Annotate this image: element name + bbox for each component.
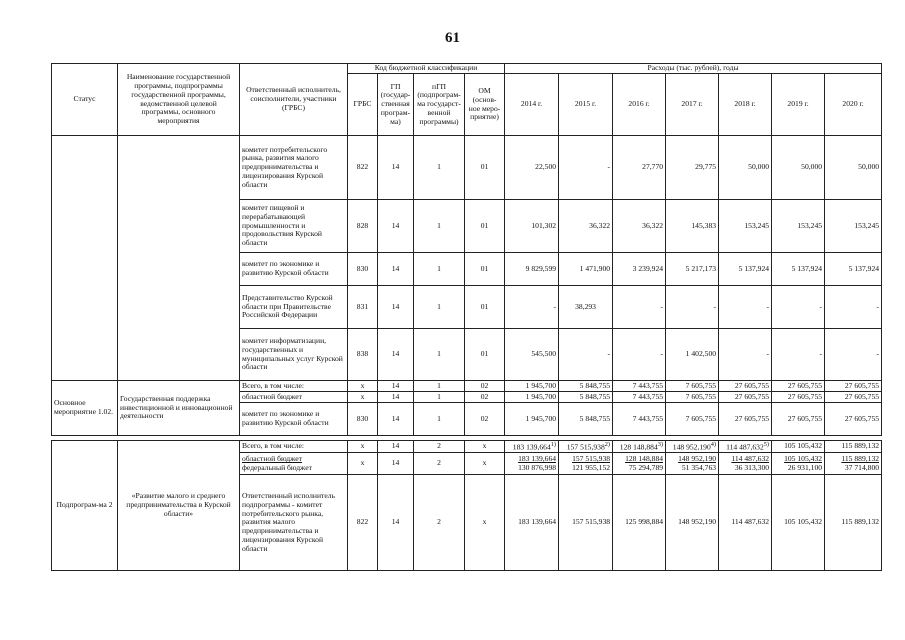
footnote-mark: 3) bbox=[657, 441, 664, 448]
code-cell: 1 bbox=[414, 286, 465, 329]
code-cell: 14 bbox=[378, 253, 414, 286]
code-cell: x bbox=[465, 453, 505, 475]
value-cell: 114 487,632$^{5)}$ bbox=[719, 441, 772, 453]
value-cell: 1 945,700 bbox=[505, 403, 559, 436]
value-cell: 5 848,755 bbox=[559, 381, 613, 392]
value-cell: 153,245 bbox=[825, 200, 882, 253]
header-status: Статус bbox=[52, 64, 118, 136]
value-cell: 7 443,755 bbox=[613, 381, 666, 392]
page-number: 61 bbox=[445, 30, 460, 46]
value-cell: 7 605,755 bbox=[666, 381, 719, 392]
value-cell: - bbox=[825, 329, 882, 381]
value-cell: 50,000 bbox=[772, 136, 825, 200]
value-cell: 145,383 bbox=[666, 200, 719, 253]
code-cell: 2 bbox=[414, 475, 465, 571]
value-cell: 128 148,884$^{3)}$ bbox=[613, 441, 666, 453]
code-cell: 14 bbox=[378, 329, 414, 381]
code-cell: 1 bbox=[414, 381, 465, 392]
code-cell: 1 bbox=[414, 136, 465, 200]
header-code-group: Код бюджетной классификации bbox=[348, 64, 505, 74]
header-code-om: ОМ (основ-ное меро-приятие) bbox=[465, 74, 505, 136]
executor-cell: комитет потребительского рынка, развития малого предпринимательства и лицензирования Курской области bbox=[240, 136, 348, 200]
code-cell: x bbox=[465, 441, 505, 453]
value-cell: 5 137,924 bbox=[772, 253, 825, 286]
value-cell: - bbox=[772, 329, 825, 381]
code-cell: 830 bbox=[348, 403, 378, 436]
value-cell: 183 139,664$^{1)}$ bbox=[505, 441, 559, 453]
value-cell: 128 148,884 75 294,789 bbox=[613, 453, 666, 475]
value-cell: 36,322 bbox=[613, 200, 666, 253]
value-cell: 9 829,599 bbox=[505, 253, 559, 286]
value-cell: 153,245 bbox=[772, 200, 825, 253]
value-cell: - bbox=[666, 286, 719, 329]
value-cell: 114 487,632 bbox=[719, 475, 772, 571]
total-label: Всего, в том числе: bbox=[240, 441, 348, 453]
value-cell: 1 945,700 bbox=[505, 381, 559, 392]
code-cell: 822 bbox=[348, 475, 378, 571]
value-cell: 105 105,432 26 931,100 bbox=[772, 453, 825, 475]
value-cell: 7 605,755 bbox=[666, 392, 719, 403]
header-code-gp: ГП (государ-ственная програм-ма) bbox=[378, 74, 414, 136]
code-cell: 01 bbox=[465, 286, 505, 329]
code-cell: 838 bbox=[348, 329, 378, 381]
value-cell: 36,322 bbox=[559, 200, 613, 253]
value-cell: 105 105,432 bbox=[772, 441, 825, 453]
value-cell: 29,775 bbox=[666, 136, 719, 200]
value-cell: 5 137,924 bbox=[825, 253, 882, 286]
code-cell: 1 bbox=[414, 329, 465, 381]
value-cell: 148 952,190 51 354,763 bbox=[666, 453, 719, 475]
value-cell: 3 239,924 bbox=[613, 253, 666, 286]
value-cell: 27,770 bbox=[613, 136, 666, 200]
value-cell: 125 998,884 bbox=[613, 475, 666, 571]
value-cell: 183 139,664 bbox=[505, 475, 559, 571]
value-cell: 5 137,924 bbox=[719, 253, 772, 286]
table-row bbox=[52, 381, 882, 392]
value-cell: 27 605,755 bbox=[772, 381, 825, 392]
value-cell: 148 952,190$^{4)}$ bbox=[666, 441, 719, 453]
code-cell: 1 bbox=[414, 392, 465, 403]
value-cell: 7 443,755 bbox=[613, 392, 666, 403]
value-cell: 1 471,900 bbox=[559, 253, 613, 286]
value-cell: 157 515,938$^{2)}$ bbox=[559, 441, 613, 453]
value-cell: - bbox=[559, 136, 613, 200]
footnote-mark: 1) bbox=[550, 441, 557, 448]
executor-cell: Представительство Курской области при Правительстве Российской Федерации bbox=[240, 286, 348, 329]
budget-table bbox=[51, 63, 882, 571]
value-cell: 153,245 bbox=[719, 200, 772, 253]
executor-cell: Ответственный исполнитель подпрограммы - комитет потребительского рынка, развития малого предпринимательства и лицензирования Курской области bbox=[240, 475, 348, 571]
code-cell: 14 bbox=[378, 200, 414, 253]
value-cell: 5 217,173 bbox=[666, 253, 719, 286]
value-cell: 50,000 bbox=[719, 136, 772, 200]
code-cell: 14 bbox=[378, 392, 414, 403]
budget-labels: областной бюджет федеральный бюджет bbox=[240, 453, 348, 475]
value-cell: 115 889,132 37 714,800 bbox=[825, 453, 882, 475]
code-cell: 822 bbox=[348, 136, 378, 200]
value-cell: 27 605,755 bbox=[719, 381, 772, 392]
value-cell: 27 605,755 bbox=[772, 403, 825, 436]
value-cell: 27 605,755 bbox=[825, 392, 882, 403]
value-cell: - bbox=[505, 286, 559, 329]
code-cell: x bbox=[348, 453, 378, 475]
code-cell: 14 bbox=[378, 475, 414, 571]
code-cell: 1 bbox=[414, 200, 465, 253]
status-cell: Подпрограм-ма 2 bbox=[52, 441, 118, 571]
code-cell: 1 bbox=[414, 403, 465, 436]
code-cell: x bbox=[348, 392, 378, 403]
code-cell: 02 bbox=[465, 381, 505, 392]
header-year-2018: 2018 г. bbox=[719, 74, 772, 136]
value-cell: 27 605,755 bbox=[719, 392, 772, 403]
executor-cell: комитет по экономике и развитию Курской области bbox=[240, 253, 348, 286]
value-cell: 50,000 bbox=[825, 136, 882, 200]
value-cell: 157 515,938 bbox=[559, 475, 613, 571]
value-cell: 38,293 bbox=[559, 286, 613, 329]
code-cell: 01 bbox=[465, 200, 505, 253]
name-cell: «Развитие малого и среднего предпринимательства в Курской области» bbox=[118, 441, 240, 571]
value-cell: 5 848,755 bbox=[559, 392, 613, 403]
value-cell: - bbox=[613, 286, 666, 329]
value-cell: - bbox=[719, 286, 772, 329]
header-year-2015: 2015 г. bbox=[559, 74, 613, 136]
table-row bbox=[52, 441, 882, 453]
header-year-2014: 2014 г. bbox=[505, 74, 559, 136]
value-cell: 27 605,755 bbox=[772, 392, 825, 403]
value-cell: - bbox=[719, 329, 772, 381]
header-executor: Ответственный исполнитель, соисполнители, участники (ГРБС) bbox=[240, 64, 348, 136]
table-row bbox=[52, 136, 882, 200]
code-cell: 14 bbox=[378, 441, 414, 453]
value-cell: - bbox=[825, 286, 882, 329]
header-name: Наименование государственной программы, подпрограммы государственной программы, ведомственной целевой программы, основного мероприятия bbox=[118, 64, 240, 136]
code-cell: x bbox=[348, 441, 378, 453]
code-cell: 14 bbox=[378, 453, 414, 475]
executor-cell: комитет по экономике и развитию Курской области bbox=[240, 403, 348, 436]
header-code-grbs: ГРБС bbox=[348, 74, 378, 136]
value-cell: 7 605,755 bbox=[666, 403, 719, 436]
header-year-2016: 2016 г. bbox=[613, 74, 666, 136]
value-cell: 115 889,132 bbox=[825, 441, 882, 453]
executor-cell: комитет пищевой и перерабатывающей промышленности и продовольствия Курской области bbox=[240, 200, 348, 253]
footnote-mark: 4) bbox=[710, 441, 717, 448]
executor-cell: комитет информатизации, государственных и муниципальных услуг Курской области bbox=[240, 329, 348, 381]
footnote-mark: 5) bbox=[763, 441, 770, 448]
code-cell: 14 bbox=[378, 136, 414, 200]
value-cell: 545,500 bbox=[505, 329, 559, 381]
header-year-2020: 2020 г. bbox=[825, 74, 882, 136]
header-year-2019: 2019 г. bbox=[772, 74, 825, 136]
code-cell: 830 bbox=[348, 253, 378, 286]
value-cell: 157 515,938 121 955,152 bbox=[559, 453, 613, 475]
value-cell: 114 487,632 36 313,300 bbox=[719, 453, 772, 475]
header-year-2017: 2017 г. bbox=[666, 74, 719, 136]
code-cell: 02 bbox=[465, 392, 505, 403]
code-cell: 14 bbox=[378, 381, 414, 392]
regional-budget-label: областной бюджет bbox=[240, 392, 348, 403]
code-cell: 14 bbox=[378, 403, 414, 436]
value-cell: 27 605,755 bbox=[719, 403, 772, 436]
code-cell: 01 bbox=[465, 329, 505, 381]
value-cell: 5 848,755 bbox=[559, 403, 613, 436]
value-cell: 115 889,132 bbox=[825, 475, 882, 571]
code-cell: 01 bbox=[465, 253, 505, 286]
header-expenses-group: Расходы (тыс. рублей), годы bbox=[505, 64, 882, 74]
value-cell: 183 139,664 130 876,998 bbox=[505, 453, 559, 475]
header-code-pgp: пГП (подпрограм-ма государст-венной программы) bbox=[414, 74, 465, 136]
value-cell: 27 605,755 bbox=[825, 403, 882, 436]
value-cell: 148 952,190 bbox=[666, 475, 719, 571]
total-label: Всего, в том числе: bbox=[240, 381, 348, 392]
code-cell: x bbox=[348, 381, 378, 392]
code-cell: 2 bbox=[414, 441, 465, 453]
code-cell: 01 bbox=[465, 136, 505, 200]
code-cell: 2 bbox=[414, 453, 465, 475]
code-cell: x bbox=[465, 475, 505, 571]
code-cell: 831 bbox=[348, 286, 378, 329]
value-cell: 1 402,500 bbox=[666, 329, 719, 381]
code-cell: 14 bbox=[378, 286, 414, 329]
value-cell: - bbox=[613, 329, 666, 381]
value-cell: 101,302 bbox=[505, 200, 559, 253]
footnote-mark: 2) bbox=[604, 441, 611, 448]
value-cell: 7 443,755 bbox=[613, 403, 666, 436]
value-cell: - bbox=[559, 329, 613, 381]
value-cell: 27 605,755 bbox=[825, 381, 882, 392]
value-cell: 1 945,700 bbox=[505, 392, 559, 403]
code-cell: 1 bbox=[414, 253, 465, 286]
status-cell: Основное мероприятие 1.02. bbox=[52, 381, 118, 436]
code-cell: 828 bbox=[348, 200, 378, 253]
name-cell: Государственная поддержка инвестиционной и инновационной деятельности bbox=[118, 381, 240, 436]
value-cell: 105 105,432 bbox=[772, 475, 825, 571]
value-cell: 22,500 bbox=[505, 136, 559, 200]
value-cell: - bbox=[772, 286, 825, 329]
code-cell: 02 bbox=[465, 403, 505, 436]
